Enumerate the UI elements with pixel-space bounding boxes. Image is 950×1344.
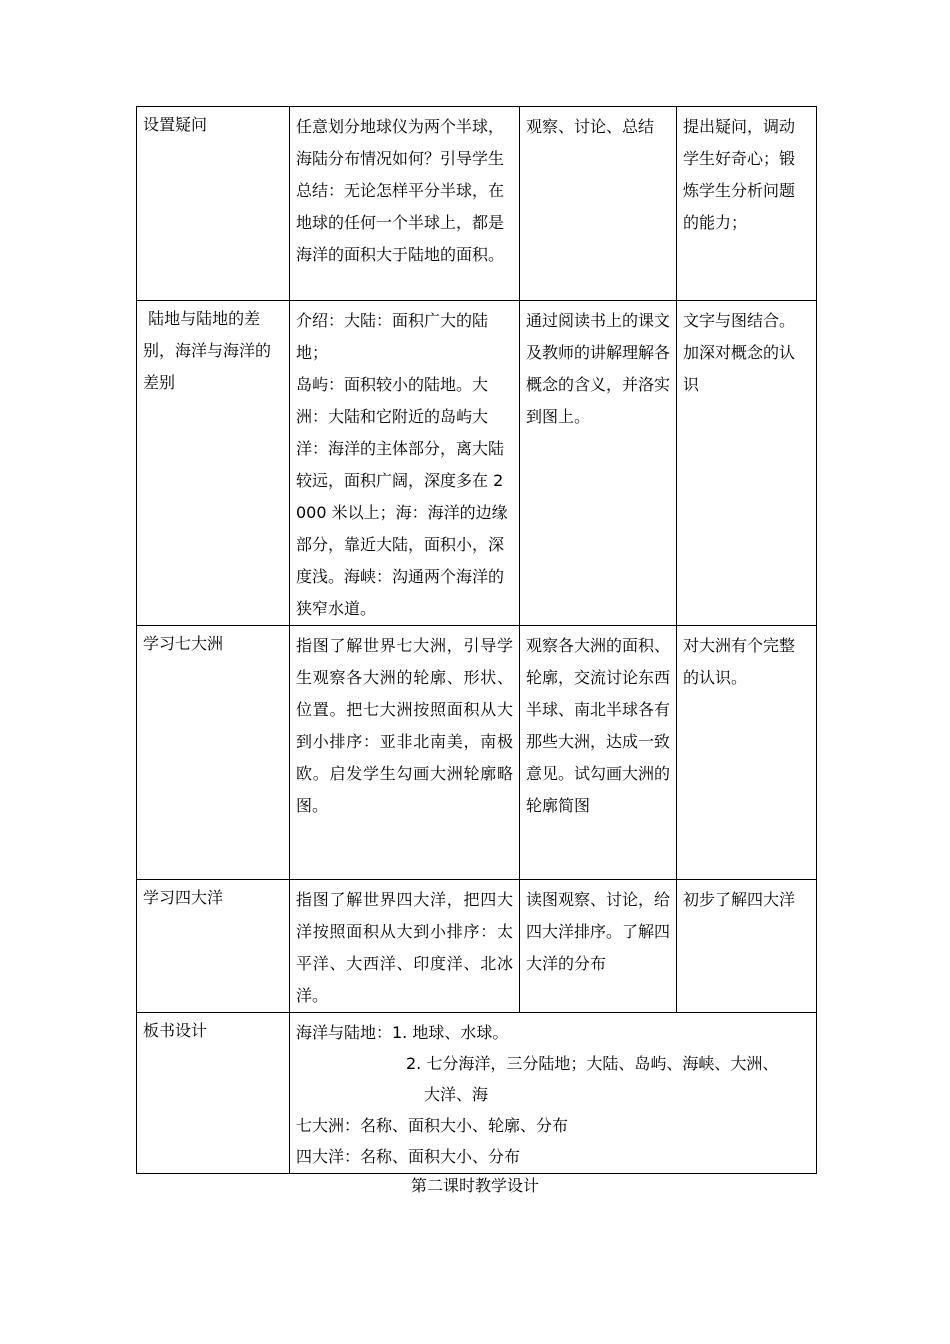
teacher-activity-cell: 指图了解世界七大洲，引导学生观察各大洲的轮廓、形状、位置。把七大洲按照面积从大到小排序：亚非北南美，南极欧。启发学生勾画大洲轮廓略图。	[290, 626, 520, 880]
design-intent-cell: 对大洲有个完整的认识。	[677, 626, 817, 880]
table-row	[137, 626, 817, 880]
step-cell: 设置疑问	[137, 107, 290, 301]
design-intent-cell: 提出疑问，调动学生好奇心；锻炼学生分析问题的能力；	[677, 107, 817, 301]
table-row	[137, 880, 817, 1013]
lesson-plan-table	[136, 106, 817, 1174]
teacher-activity-cell: 介绍：大陆：面积广大的陆地； 岛屿：面积较小的陆地。大洲：大陆和它附近的岛屿大洋：海洋的主体部分，离大陆较远，面积广阔，深度多在 2000 米以上；海：海洋的边缘部分，靠近大陆，面积小，深度浅。海峡：沟通两个海洋的狭窄水道。	[290, 301, 520, 626]
step-cell: 学习四大洋	[137, 880, 290, 1013]
design-intent-cell: 文字与图结合。加深对概念的认识	[677, 301, 817, 626]
board-design-label-cell: 板书设计	[137, 1013, 290, 1174]
board-design-content-cell: 海洋与陆地：1. 地球、水球。 2. 七分海洋，三分陆地；大陆、岛屿、海峡、大洲、 大洋、海 七大洲：名称、面积大小、轮廓、分布 四大洋：名称、面积大小、分布	[290, 1013, 817, 1174]
design-intent-cell: 初步了解四大洋	[677, 880, 817, 1013]
table-row	[137, 1013, 817, 1174]
table-row	[137, 107, 817, 301]
teacher-activity-cell: 任意划分地球仪为两个半球，海陆分布情况如何？引导学生总结：无论怎样平分半球，在地球的任何一个半球上，都是海洋的面积大于陆地的面积。	[290, 107, 520, 301]
step-cell: 陆地与陆地的差别，海洋与海洋的差别	[137, 301, 290, 626]
step-cell: 学习七大洲	[137, 626, 290, 880]
section-caption: 第二课时教学设计	[410, 1176, 539, 1195]
teacher-activity-cell: 指图了解世界四大洋，把四大洋按照面积从大到小排序：太平洋、大西洋、印度洋、北冰洋。	[290, 880, 520, 1013]
table-row	[137, 301, 817, 626]
student-activity-cell: 观察各大洲的面积、轮廓，交流讨论东西半球、南北半球各有那些大洲，达成一致意见。试勾画大洲的轮廓简图	[520, 626, 677, 880]
student-activity-cell: 通过阅读书上的课文及教师的讲解理解各概念的含义，并洛实到图上。	[520, 301, 677, 626]
student-activity-cell: 观察、讨论、总结	[520, 107, 677, 301]
student-activity-cell: 读图观察、讨论，给四大洋排序。了解四大洋的分布	[520, 880, 677, 1013]
